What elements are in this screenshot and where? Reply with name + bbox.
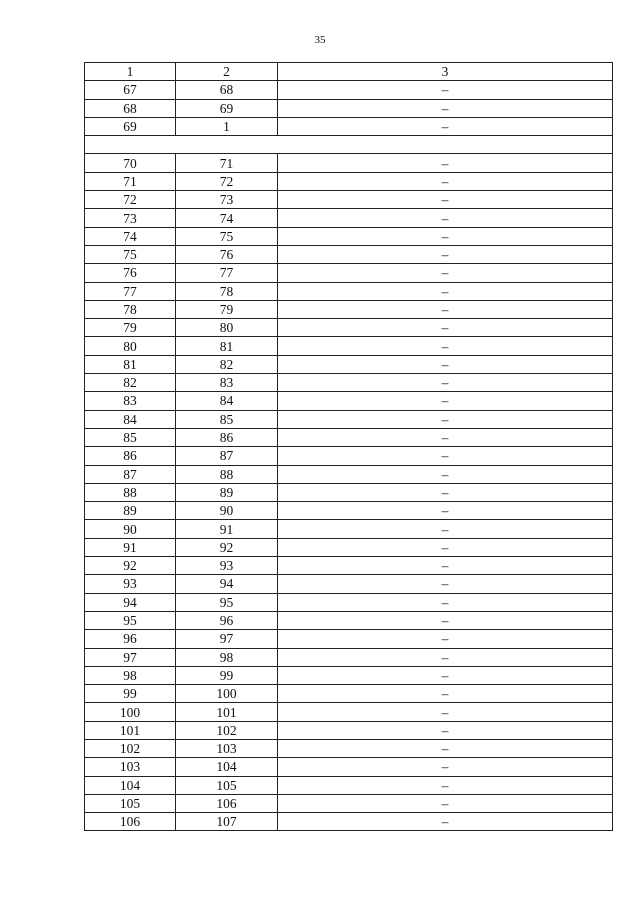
table-cell-col-1: 103 [85, 758, 176, 776]
table-cell-col-2: 74 [176, 209, 278, 227]
table-row [85, 758, 613, 776]
table-cell-col-2: 106 [176, 794, 278, 812]
table-cell-col-2: 77 [176, 264, 278, 282]
table-cell-col-1: 87 [85, 465, 176, 483]
table-cell-col-3: – [278, 282, 613, 300]
table-cell-col-2: 103 [176, 739, 278, 757]
table-row [85, 117, 613, 135]
table-cell-col-1: 101 [85, 721, 176, 739]
table-cell-col-3: – [278, 374, 613, 392]
table-row [85, 611, 613, 629]
table-row [85, 630, 613, 648]
table-row [85, 282, 613, 300]
table-cell-col-1: 92 [85, 557, 176, 575]
table-row [85, 392, 613, 410]
table-cell-col-1: 98 [85, 666, 176, 684]
table-cell-col-3: – [278, 191, 613, 209]
table-cell-col-1: 74 [85, 227, 176, 245]
table-cell-col-3: – [278, 227, 613, 245]
table-cell-col-2: 102 [176, 721, 278, 739]
table-row [85, 227, 613, 245]
table-cell-col-2: 93 [176, 557, 278, 575]
table-cell-col-1: 71 [85, 172, 176, 190]
table-cell-col-2: 91 [176, 520, 278, 538]
table-cell-col-2: 82 [176, 355, 278, 373]
table-cell-col-1: 86 [85, 447, 176, 465]
table-body-top [85, 81, 613, 136]
table-row [85, 557, 613, 575]
data-table [84, 62, 613, 831]
table-row [85, 264, 613, 282]
table-cell-col-1: 95 [85, 611, 176, 629]
table-cell-col-2: 107 [176, 813, 278, 831]
table-cell-col-1: 82 [85, 374, 176, 392]
table-cell-col-3: – [278, 392, 613, 410]
table-row [85, 648, 613, 666]
table-row [85, 703, 613, 721]
table-cell-col-2: 85 [176, 410, 278, 428]
table-header-row [85, 63, 613, 81]
table-cell-col-3: – [278, 410, 613, 428]
table-cell-col-2: 96 [176, 611, 278, 629]
table-cell-col-2: 73 [176, 191, 278, 209]
table-cell-col-2: 101 [176, 703, 278, 721]
table-cell-col-2: 99 [176, 666, 278, 684]
table-cell-col-3: – [278, 483, 613, 501]
table-cell-col-1: 96 [85, 630, 176, 648]
table-row [85, 502, 613, 520]
table-cell-col-1: 78 [85, 300, 176, 318]
table-cell-col-3: – [278, 813, 613, 831]
table-cell-col-2: 98 [176, 648, 278, 666]
table-cell-col-3: – [278, 557, 613, 575]
table-cell-col-1: 77 [85, 282, 176, 300]
table-cell-col-3: – [278, 739, 613, 757]
table-cell-col-2: 72 [176, 172, 278, 190]
table-cell-col-1: 83 [85, 392, 176, 410]
table-row [85, 575, 613, 593]
table-cell-col-3: – [278, 300, 613, 318]
table-cell-col-3: – [278, 428, 613, 446]
table-cell-col-3: – [278, 520, 613, 538]
table-cell-col-2: 105 [176, 776, 278, 794]
table-cell-col-3: – [278, 465, 613, 483]
table-cell-col-1: 72 [85, 191, 176, 209]
table-row [85, 209, 613, 227]
table-cell-col-3: – [278, 685, 613, 703]
table-cell-col-1: 76 [85, 264, 176, 282]
table-cell-col-2: 83 [176, 374, 278, 392]
table-cell-col-3: – [278, 99, 613, 117]
table-cell-col-3: – [278, 776, 613, 794]
table-row [85, 721, 613, 739]
table-row [85, 813, 613, 831]
table-cell-col-2: 89 [176, 483, 278, 501]
table-cell-col-1: 94 [85, 593, 176, 611]
table-cell-col-2: 80 [176, 319, 278, 337]
table-row [85, 538, 613, 556]
table-cell-col-3: – [278, 575, 613, 593]
table-row [85, 245, 613, 263]
table-cell-col-3: – [278, 264, 613, 282]
table-cell-col-3: – [278, 447, 613, 465]
table-cell-col-2: 88 [176, 465, 278, 483]
table-cell-col-1: 100 [85, 703, 176, 721]
table-cell-col-2: 90 [176, 502, 278, 520]
table-row [85, 191, 613, 209]
table-cell-col-1: 81 [85, 355, 176, 373]
table-cell-col-1: 69 [85, 117, 176, 135]
table-cell-col-2: 75 [176, 227, 278, 245]
table-cell-col-3: – [278, 154, 613, 172]
table-cell-col-1: 99 [85, 685, 176, 703]
table-cell-col-1: 84 [85, 410, 176, 428]
table-cell-col-1: 75 [85, 245, 176, 263]
table-cell-col-1: 105 [85, 794, 176, 812]
spacer-row [85, 136, 613, 154]
table-cell-col-3: – [278, 209, 613, 227]
table-row [85, 154, 613, 172]
table-cell-col-1: 67 [85, 81, 176, 99]
table-cell-col-1: 93 [85, 575, 176, 593]
table-cell-col-3: – [278, 355, 613, 373]
table-cell-col-3: – [278, 630, 613, 648]
table-cell-col-1: 73 [85, 209, 176, 227]
table-cell-col-2: 97 [176, 630, 278, 648]
table-cell-col-2: 76 [176, 245, 278, 263]
table-cell-col-1: 90 [85, 520, 176, 538]
table-cell-col-1: 70 [85, 154, 176, 172]
table-cell-col-3: – [278, 703, 613, 721]
table-row [85, 428, 613, 446]
spacer-cell [85, 136, 613, 154]
table-row [85, 666, 613, 684]
table-cell-col-2: 92 [176, 538, 278, 556]
column-header-2: 2 [176, 63, 278, 81]
table-row [85, 374, 613, 392]
table-cell-col-3: – [278, 81, 613, 99]
table-cell-col-3: – [278, 319, 613, 337]
table-row [85, 776, 613, 794]
table-cell-col-3: – [278, 172, 613, 190]
table-row [85, 172, 613, 190]
table-row [85, 794, 613, 812]
table-cell-col-3: – [278, 593, 613, 611]
table-cell-col-3: – [278, 611, 613, 629]
table-row [85, 593, 613, 611]
table-row [85, 355, 613, 373]
column-header-1: 1 [85, 63, 176, 81]
table-cell-col-3: – [278, 648, 613, 666]
table-cell-col-1: 106 [85, 813, 176, 831]
table-cell-col-3: – [278, 538, 613, 556]
table-cell-col-2: 71 [176, 154, 278, 172]
table-cell-col-2: 68 [176, 81, 278, 99]
table-cell-col-1: 91 [85, 538, 176, 556]
table-cell-col-2: 78 [176, 282, 278, 300]
table-cell-col-1: 68 [85, 99, 176, 117]
table-cell-col-2: 81 [176, 337, 278, 355]
table-cell-col-1: 79 [85, 319, 176, 337]
table-cell-col-2: 86 [176, 428, 278, 446]
table-row [85, 99, 613, 117]
table-cell-col-1: 102 [85, 739, 176, 757]
table-cell-col-1: 85 [85, 428, 176, 446]
table-row [85, 739, 613, 757]
table-row [85, 465, 613, 483]
table-spacer [85, 136, 613, 154]
table-body-main [85, 154, 613, 831]
table-cell-col-1: 88 [85, 483, 176, 501]
table-cell-col-2: 95 [176, 593, 278, 611]
table-cell-col-3: – [278, 245, 613, 263]
table-row [85, 447, 613, 465]
table-cell-col-3: – [278, 502, 613, 520]
table-cell-col-3: – [278, 721, 613, 739]
table-cell-col-2: 79 [176, 300, 278, 318]
table-cell-col-2: 69 [176, 99, 278, 117]
table-cell-col-1: 104 [85, 776, 176, 794]
column-header-3: 3 [278, 63, 613, 81]
table-cell-col-3: – [278, 337, 613, 355]
table-row [85, 300, 613, 318]
table-cell-col-2: 94 [176, 575, 278, 593]
page-number: 35 [314, 34, 326, 46]
table-cell-col-3: – [278, 794, 613, 812]
table-row [85, 685, 613, 703]
table-cell-col-3: – [278, 117, 613, 135]
table-cell-col-1: 97 [85, 648, 176, 666]
table-cell-col-2: 84 [176, 392, 278, 410]
table-cell-col-2: 87 [176, 447, 278, 465]
table-row [85, 337, 613, 355]
table-cell-col-2: 104 [176, 758, 278, 776]
table-row [85, 483, 613, 501]
table-cell-col-2: 1 [176, 117, 278, 135]
table-cell-col-3: – [278, 758, 613, 776]
table-cell-col-1: 89 [85, 502, 176, 520]
table-row [85, 319, 613, 337]
table-row [85, 520, 613, 538]
table-row [85, 81, 613, 99]
table-row [85, 410, 613, 428]
table-cell-col-2: 100 [176, 685, 278, 703]
table-cell-col-3: – [278, 666, 613, 684]
table-cell-col-1: 80 [85, 337, 176, 355]
